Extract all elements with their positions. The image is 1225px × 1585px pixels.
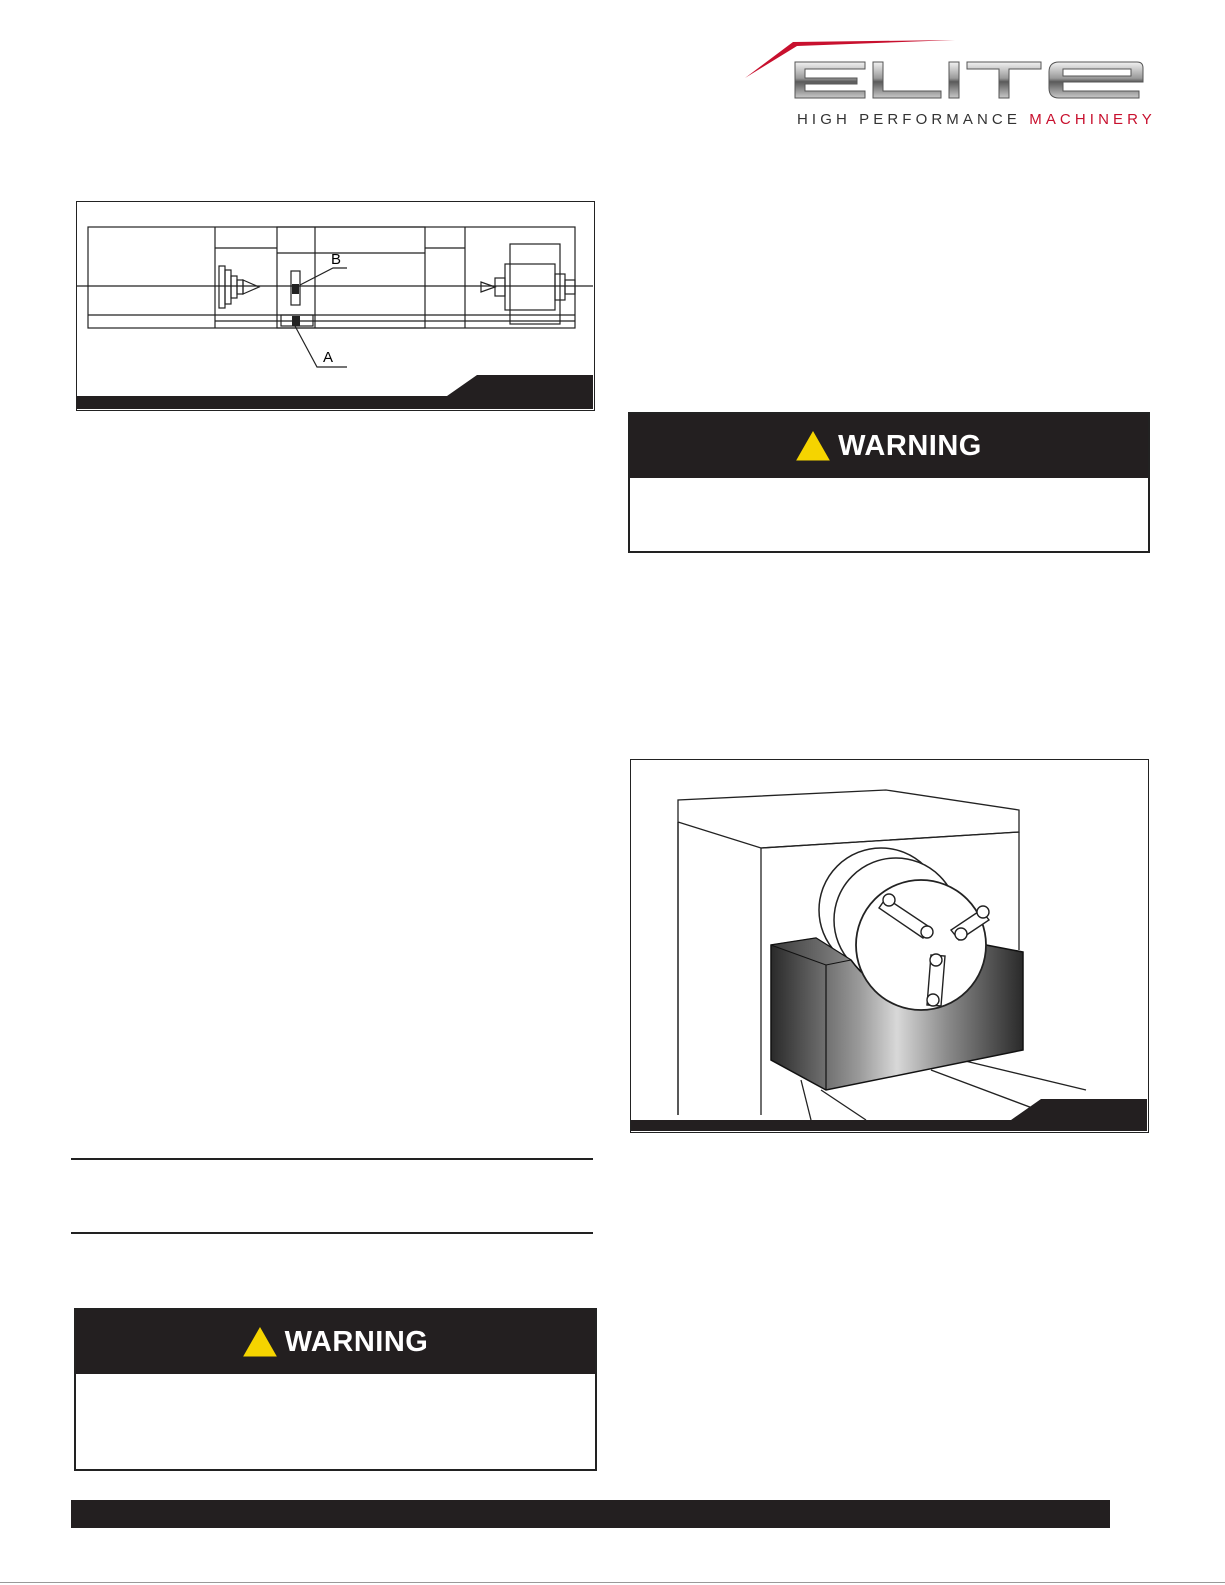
- page-footer-bar: [71, 1500, 1110, 1528]
- warning-triangle-icon: [796, 431, 830, 461]
- label-b: B: [331, 251, 342, 268]
- warning-title: WARNING: [284, 1325, 429, 1358]
- warning-triangle-icon: [243, 1327, 277, 1357]
- warning-header: [630, 414, 1148, 478]
- warning-header: [76, 1310, 595, 1374]
- section-rule-top: [71, 1158, 593, 1160]
- label-a: A: [323, 349, 334, 366]
- page-bottom-divider: [0, 1582, 1225, 1583]
- figure-footer-bar: [77, 375, 593, 409]
- warning-title: WARNING: [838, 429, 982, 462]
- elite-wordmark: [745, 38, 1150, 110]
- lathe-top-view-figure: [76, 201, 595, 411]
- brand-logo: [745, 38, 1156, 133]
- logo-tagline: HIGH PERFORMANCE MACHINERY: [797, 111, 1156, 128]
- warning-box-1: [628, 412, 1150, 553]
- figure-footer-bar: [631, 1099, 1147, 1131]
- warning-box-2: [74, 1308, 597, 1471]
- section-rule-bottom: [71, 1232, 593, 1234]
- three-jaw-chuck: [856, 880, 986, 1010]
- logo-swoosh: [745, 40, 955, 78]
- chuck-on-cradle-figure: [630, 759, 1149, 1133]
